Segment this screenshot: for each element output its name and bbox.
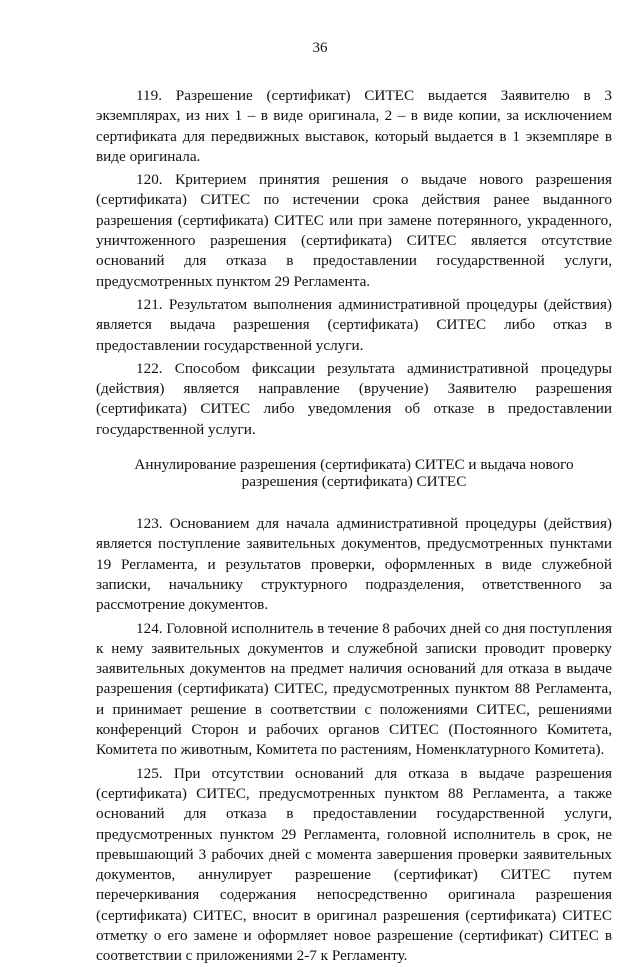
paragraph-122: 122. Способом фиксации результата административной процедуры (действия) является направление (вручение) Заявителю разрешения (сертификата) СИТЕС либо уведомления об отказе в предоставлении государственной услуги.: [96, 359, 612, 438]
paragraph-125: 125. При отсутствии оснований для отказа в выдаче разрешения (сертификата) СИТЕС, предусмотренных пунктом 88 Регламента, а также оснований для отказа в предоставлении государственной услуги, предусмотренных пунктом 29 Регламента, головной исполнитель в срок, не превышающий 3 рабочих дней с момента завершения проверки заявительных документов, аннулирует разрешение (сертификат) СИТЕС путем перечеркивания содержания непосредственно оригинала разрешения (сертификата) СИТЕС, вносит в оригинал разрешения (сертификата) СИТЕС отметку о его замене и оформляет новое разрешение (сертификат) СИТЕС в соответствии с приложениями 2-7 к Регламенту.: [96, 764, 612, 965]
paragraph-124: 124. Головной исполнитель в течение 8 рабочих дней со дня поступления к нему заявительных документов и служебной записки проводит проверку заявительных документов на предмет наличия оснований для отказа в выдаче разрешения (сертификата) СИТЕС, предусмотренных пунктом 88 Регламента, и принимает решение в соответствии с положениями СИТЕС, решениями конференций Сторон и рабочих органов СИТЕС (Постоянного Комитета, Комитета по животным, Комитета по растениям, Номенклатурного Комитета).: [96, 619, 612, 759]
document-body: [96, 86, 612, 967]
paragraph-120: 120. Критерием принятия решения о выдаче нового разрешения (сертификата) СИТЕС по истечении срока действия ранее выданного разрешения (сертификата) СИТЕС или при замене потерянного, украденного, уничтоженного разрешения (сертификата) СИТЕС является отсутствие оснований для отказа в предоставлении государственной услуги, предусмотренных пунктом 29 Регламента.: [96, 171, 612, 290]
section-heading: Аннулирование разрешения (сертификата) СИТЕС и выдача нового разрешения (сертификата) СИТЕС: [134, 456, 574, 491]
page-number: 36: [312, 40, 328, 56]
paragraph-121: 121. Результатом выполнения административной процедуры (действия) является выдача разрешения (сертификата) СИТЕС либо отказ в предоставлении государственной услуги.: [96, 295, 612, 354]
paragraph-119: 119. Разрешение (сертификат) СИТЕС выдается Заявителю в 3 экземплярах, из них 1 – в виде оригинала, 2 – в виде копии, за исключением сертификата для передвижных выставок, который выдается в 1 экземпляре в виде оригинала.: [96, 87, 612, 165]
paragraph-123: 123. Основанием для начала административной процедуры (действия) является поступление заявительных документов, предусмотренных пунктами 19 Регламента, и результатов проверки, оформленных в виде служебной записки, начальнику структурного подразделения, ответственного за рассмотрение документов.: [96, 515, 612, 614]
